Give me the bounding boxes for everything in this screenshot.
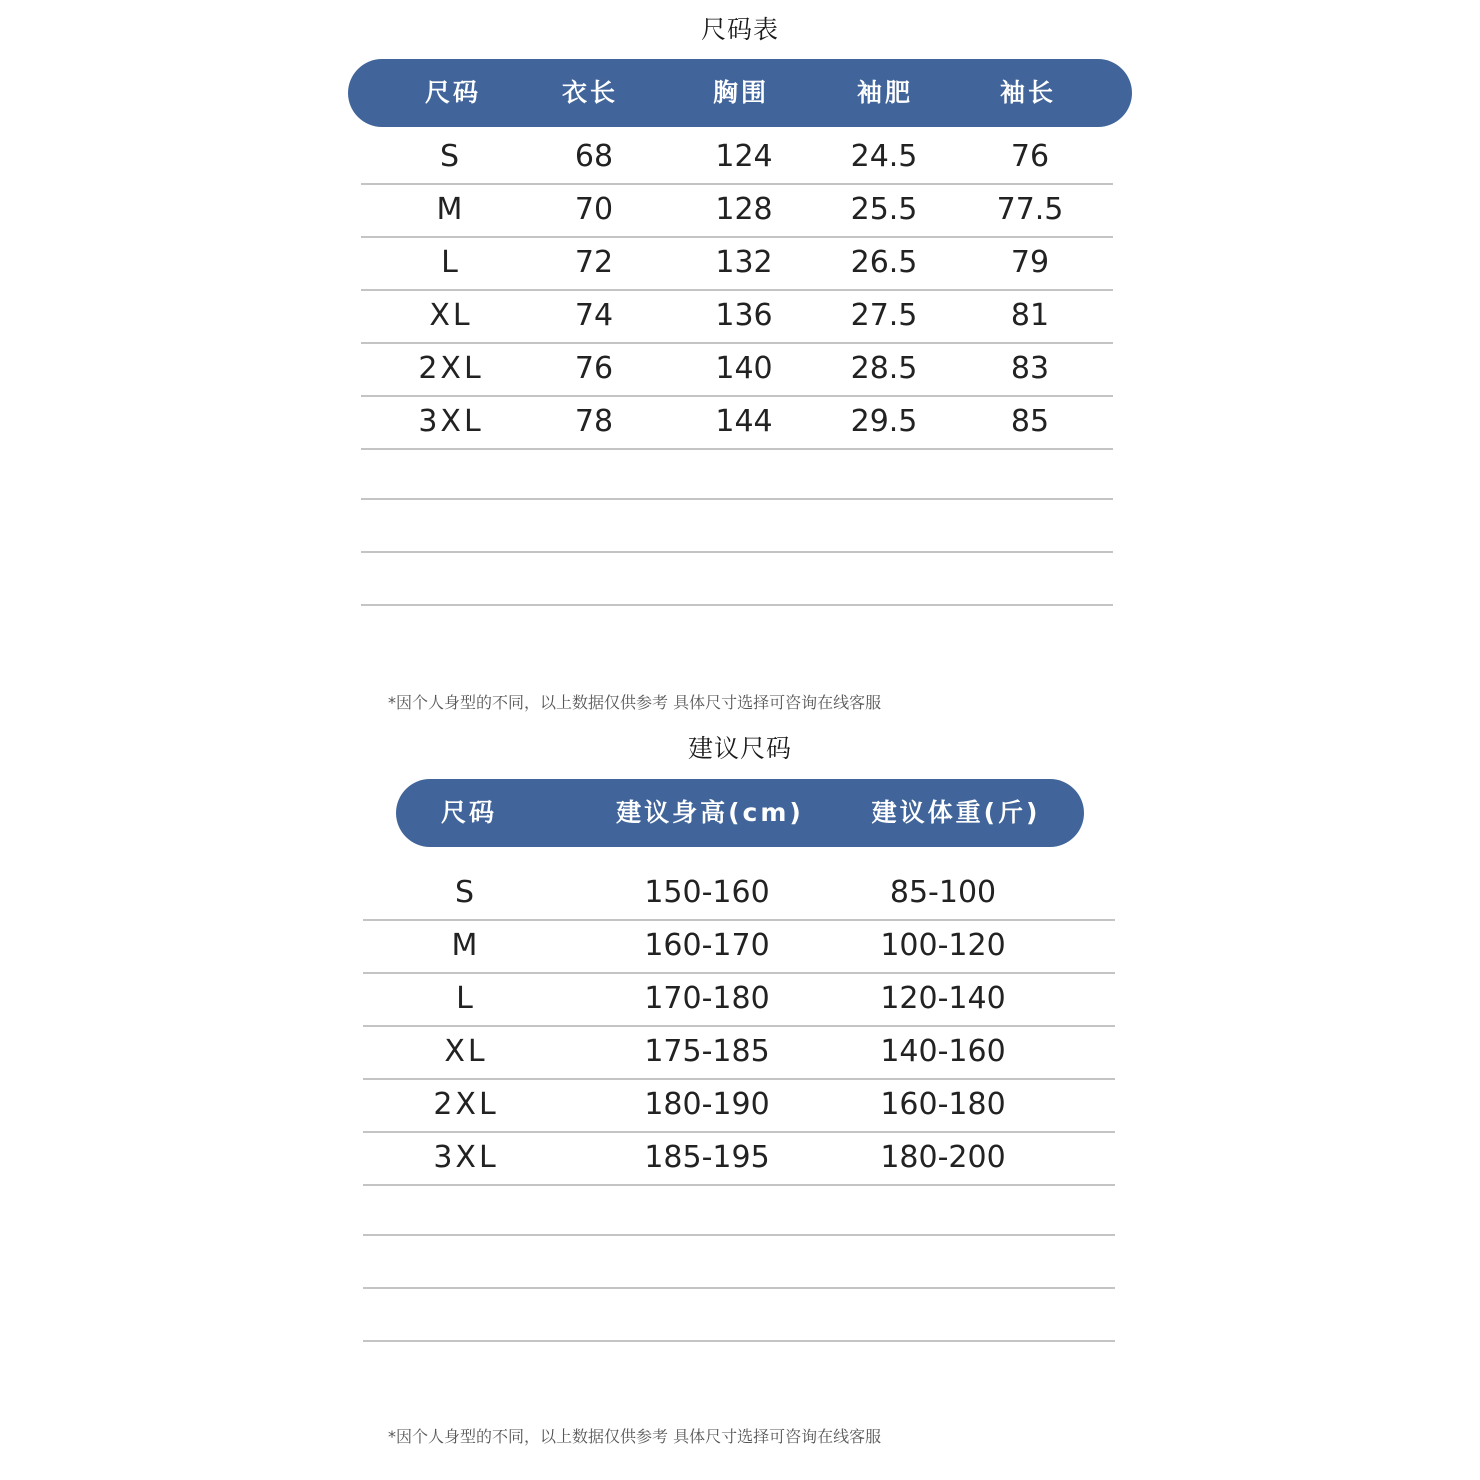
table-row [363, 1079, 1115, 1133]
cell-sleeve-width: 29.5 [850, 404, 918, 439]
cell-sleeve-length: 76 [1010, 139, 1050, 174]
cell-chest: 128 [715, 192, 773, 227]
table-row [361, 131, 1113, 185]
cell-length: 74 [574, 298, 614, 333]
cell-height: 150-160 [644, 875, 770, 910]
cell-weight: 120-140 [880, 981, 1006, 1016]
size-chart-header [348, 59, 1132, 127]
header-sleeve-width: 袖肥 [856, 78, 914, 107]
cell-size: S [454, 875, 478, 910]
cell-height: 170-180 [644, 981, 770, 1016]
cell-size: S [439, 139, 463, 174]
cell-sleeve-width: 25.5 [850, 192, 918, 227]
cell-sleeve-width: 27.5 [850, 298, 918, 333]
table-row [361, 290, 1113, 344]
cell-chest: 140 [715, 351, 773, 386]
table-row [361, 396, 1113, 450]
table-row [361, 184, 1113, 238]
cell-sleeve-width: 28.5 [850, 351, 918, 386]
header-size: 尺码 [424, 78, 482, 107]
table-row [363, 973, 1115, 1027]
table-row [363, 1132, 1115, 1186]
recommend-chart-note: *因个人身型的不同，以上数据仅供参考 具体尺寸选择可咨询在线客服 [388, 1427, 882, 1446]
size-chart-rows [361, 131, 1113, 611]
empty-row-divider [363, 1287, 1115, 1289]
cell-length: 78 [574, 404, 614, 439]
cell-weight: 140-160 [880, 1034, 1006, 1069]
cell-size: 3XL [433, 1140, 499, 1175]
cell-weight: 100-120 [880, 928, 1006, 963]
cell-sleeve-length: 79 [1010, 245, 1050, 280]
cell-height: 180-190 [644, 1087, 770, 1122]
header-height: 建议身高(cm) [616, 798, 804, 827]
cell-size: XL [444, 1034, 488, 1069]
header-weight: 建议体重(斤) [871, 798, 1041, 827]
cell-size: 3XL [418, 404, 484, 439]
empty-row-divider [363, 1340, 1115, 1342]
table-row [363, 1026, 1115, 1080]
recommend-chart-header [396, 779, 1084, 847]
recommend-chart-rows [363, 867, 1115, 1347]
cell-size: M [451, 928, 481, 963]
empty-row-divider [363, 1234, 1115, 1236]
table-row [361, 237, 1113, 291]
cell-height: 160-170 [644, 928, 770, 963]
cell-size: L [441, 245, 461, 280]
cell-size: XL [429, 298, 473, 333]
cell-chest: 132 [715, 245, 773, 280]
cell-size: L [456, 981, 476, 1016]
cell-weight: 180-200 [880, 1140, 1006, 1175]
size-chart-title: 尺码表 [700, 15, 779, 44]
cell-sleeve-length: 83 [1010, 351, 1050, 386]
cell-size: 2XL [433, 1087, 499, 1122]
cell-weight: 160-180 [880, 1087, 1006, 1122]
cell-chest: 124 [715, 139, 773, 174]
cell-sleeve-length: 85 [1010, 404, 1050, 439]
empty-row-divider [361, 604, 1113, 606]
cell-sleeve-length: 77.5 [996, 192, 1064, 227]
header-chest: 胸围 [712, 78, 770, 107]
table-row [361, 343, 1113, 397]
empty-row-divider [361, 551, 1113, 553]
cell-chest: 136 [715, 298, 773, 333]
cell-length: 70 [574, 192, 614, 227]
table-row [363, 867, 1115, 921]
cell-sleeve-width: 24.5 [850, 139, 918, 174]
cell-size: 2XL [418, 351, 484, 386]
header-length: 衣长 [561, 78, 619, 107]
cell-sleeve-width: 26.5 [850, 245, 918, 280]
table-row [363, 920, 1115, 974]
empty-row-divider [361, 498, 1113, 500]
cell-weight: 85-100 [889, 875, 997, 910]
header-size: 尺码 [440, 798, 498, 827]
cell-length: 76 [574, 351, 614, 386]
cell-sleeve-length: 81 [1010, 298, 1050, 333]
cell-chest: 144 [715, 404, 773, 439]
cell-length: 68 [574, 139, 614, 174]
header-sleeve-length: 袖长 [999, 78, 1057, 107]
cell-height: 175-185 [644, 1034, 770, 1069]
size-chart-note: *因个人身型的不同，以上数据仅供参考 具体尺寸选择可咨询在线客服 [388, 693, 882, 712]
cell-length: 72 [574, 245, 614, 280]
cell-size: M [436, 192, 466, 227]
cell-height: 185-195 [644, 1140, 770, 1175]
recommend-chart-title: 建议尺码 [687, 734, 792, 763]
